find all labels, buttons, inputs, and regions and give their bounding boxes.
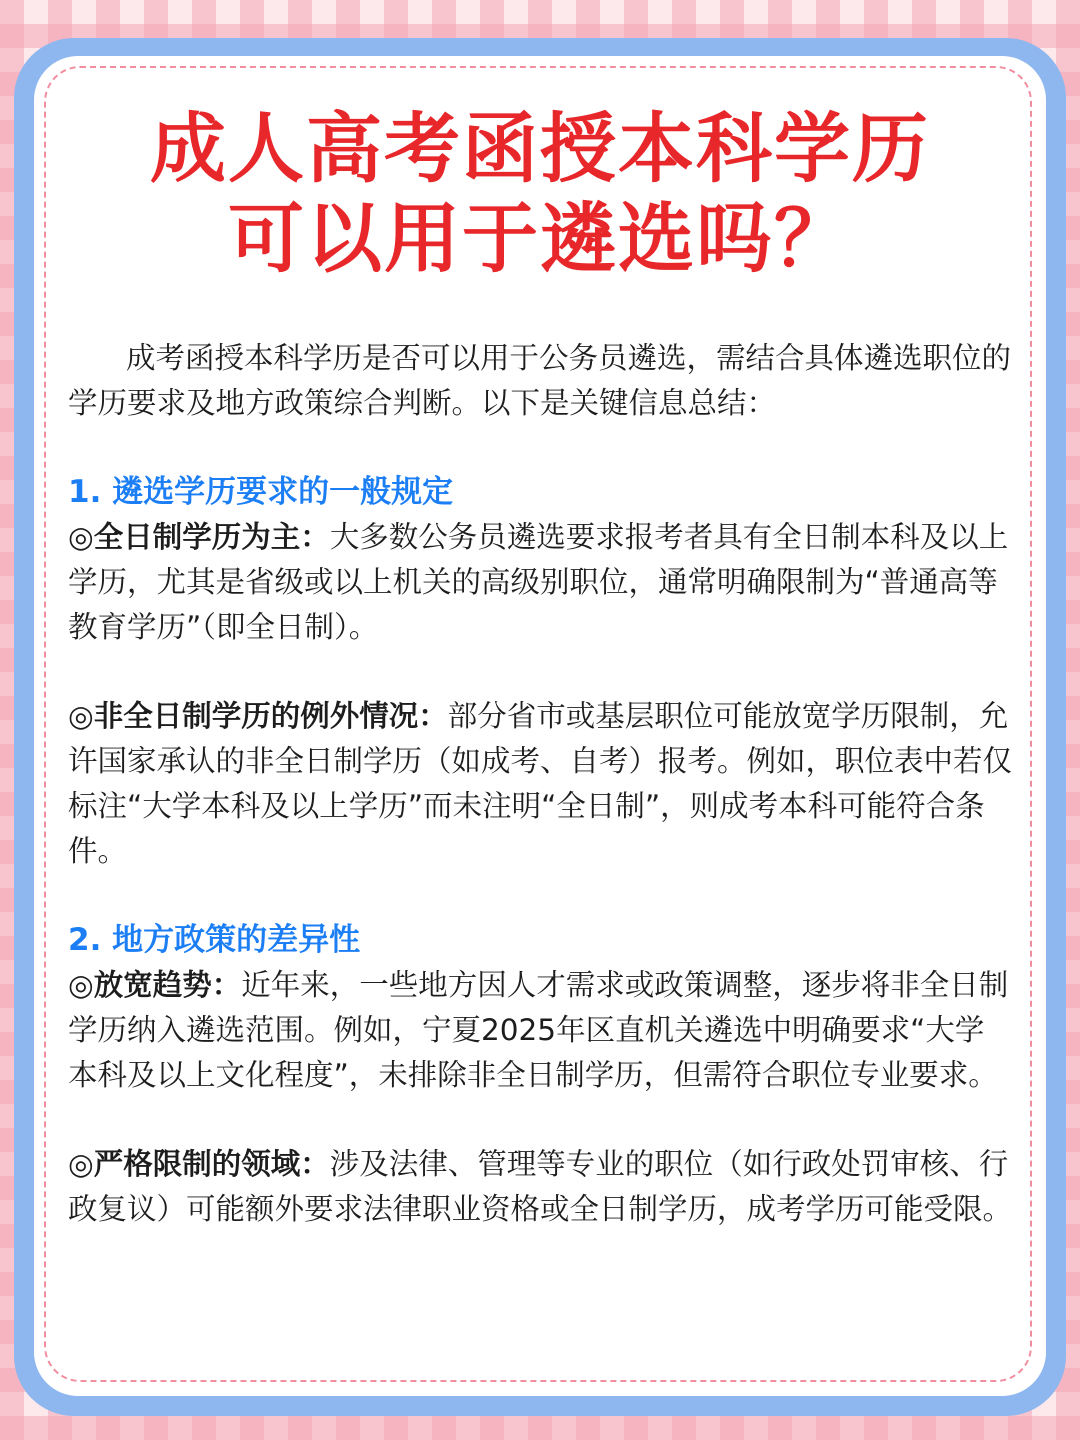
- bullet-label: 全日制学历为主：: [93, 520, 330, 554]
- bullet-text: 部分省市或基层职位可能放宽学历限制，允许国家承认的非全日制学历（如成考、自考）报考。例如，职位表中若仅标注“大学本科及以上学历”而未注明“全日制”，则成考本科可能符合条件。: [68, 699, 1013, 868]
- bullet-marker: ◎: [68, 520, 94, 554]
- article-body: [68, 336, 1012, 1232]
- bullet-item: [68, 694, 1012, 874]
- bullet-label: 非全日制学历的例外情况：: [93, 699, 448, 733]
- section-heading-1: 1. 遴选学历要求的一般规定: [68, 474, 454, 510]
- bullet-label: 严格限制的领域：: [93, 1147, 330, 1181]
- bullet-marker: ◎: [68, 1147, 94, 1181]
- bullet-item: [68, 963, 1012, 1098]
- bullet-item: [68, 1142, 1012, 1232]
- bullet-text: 涉及法律、管理等专业的职位（如行政处罚审核、行政复议）可能额外要求法律职业资格或全日制学历，成考学历可能受限。: [68, 1147, 1013, 1226]
- bullet-text: 大多数公务员遴选要求报考者具有全日制本科及以上学历，尤其是省级或以上机关的高级别职位，通常明确限制为“普通高等教育学历”（即全日制）。: [68, 520, 1009, 644]
- bullet-label: 放宽趋势：: [93, 968, 242, 1002]
- bullet-marker: ◎: [68, 968, 94, 1002]
- title-line-1: 成人高考函授本科学历: [150, 104, 930, 193]
- bullet-marker: ◎: [68, 699, 94, 733]
- bullet-item: [68, 515, 1012, 650]
- section-heading-2: 2. 地方政策的差异性: [68, 922, 361, 958]
- intro-paragraph: 成考函授本科学历是否可以用于公务员遴选，需结合具体遴选职位的学历要求及地方政策综合判断。以下是关键信息总结：: [68, 341, 1012, 420]
- page-title: [40, 104, 1040, 284]
- title-line-2: 可以用于遴选吗？: [228, 194, 852, 283]
- bullet-text: 近年来，一些地方因人才需求或政策调整，逐步将非全日制学历纳入遴选范围。例如，宁夏2025年区直机关遴选中明确要求“大学本科及以上文化程度”，未排除非全日制学历，但需符合职位专业要求。: [68, 968, 1009, 1092]
